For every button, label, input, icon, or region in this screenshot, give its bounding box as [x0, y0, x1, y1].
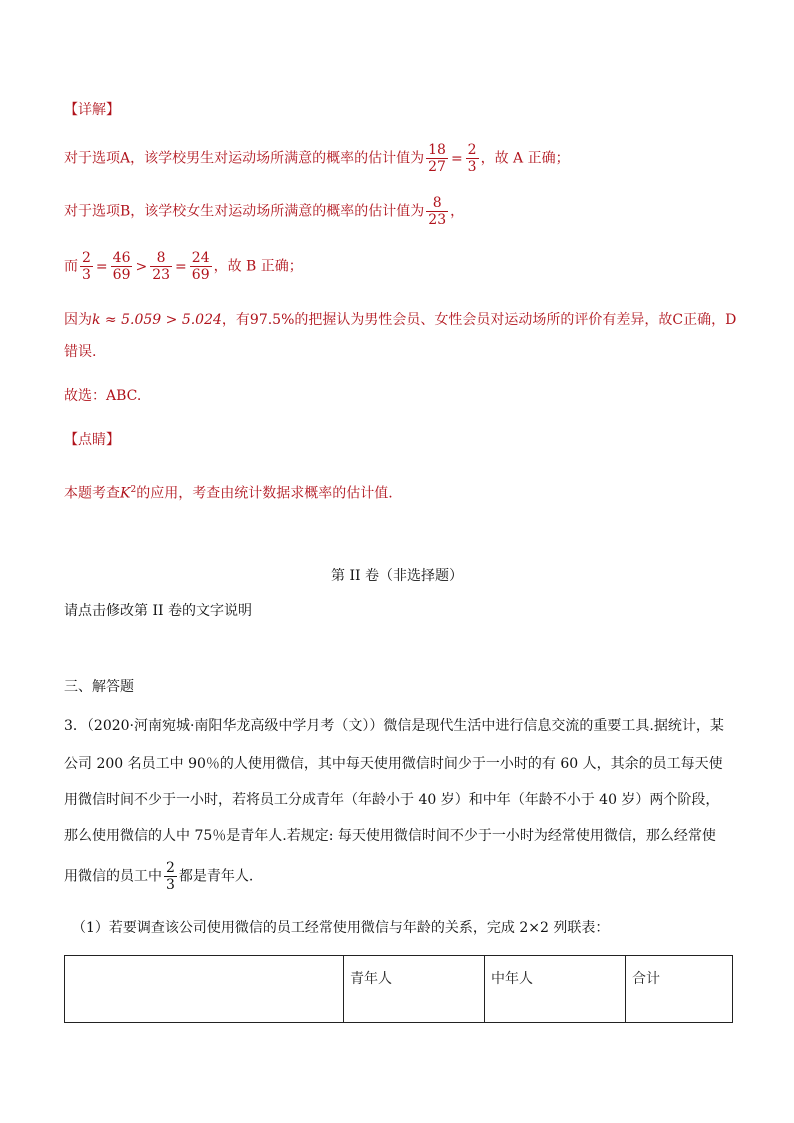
fraction-46-69: $\frac{46}{69}$: [112, 250, 131, 283]
line-k-statistic-cont: 错误.: [64, 344, 97, 360]
point-heading: 【点睛】: [64, 432, 120, 448]
fraction-2-3: $\frac{2}{3}$: [467, 142, 477, 175]
line-option-b: 对于选项B，该学校女生对运动场所满意的概率的估计值为 $\frac{8}{23}$ ，: [64, 195, 465, 228]
q3-line-4: 那么使用微信的人中 75％是青年人.若规定: 每天使用微信时间不少于一小时为经常使用微信，那么经常使: [64, 828, 716, 844]
table-row: [65, 956, 733, 1023]
q3-line-5: 用微信的员工中 $\frac{2}{3}$ 都是青年人.: [64, 860, 254, 893]
fraction-2-3: $\frac{2}{3}$: [166, 860, 175, 893]
k-value: k ≈ 5.059 > 5.024: [92, 312, 222, 328]
contingency-table: [64, 955, 733, 1023]
line-option-a: 对于选项A，该学校男生对运动场所满意的概率的估计值为 $\frac{18}{27}$ = $\frac{2}{3}$ ，故 A 正确；: [64, 142, 570, 175]
fraction-24-69: $\frac{24}{69}$: [191, 250, 210, 283]
table-header-cell: 合计: [626, 956, 733, 1023]
fraction-18-27: $\frac{18}{27}$: [428, 142, 446, 175]
table-header-cell: 青年人: [344, 956, 485, 1023]
q3-sub-1: （1）若要调查该公司使用微信的员工经常使用微信与年龄的关系，完成 2×2 列联表：: [72, 920, 610, 936]
fraction-8-23: $\frac{8}{23}$: [152, 250, 171, 283]
part2-note: 请点击修改第 II 卷的文字说明: [64, 603, 252, 619]
section3-heading: 三、解答题: [64, 679, 134, 695]
line-k-statistic: 因为k ≈ 5.059 > 5.024，有97.5%的把握认为男性会员、女性会员对运动场所的评价有差异，故C正确，D: [64, 312, 737, 328]
answer-line: 故选：ABC.: [64, 388, 142, 404]
table-header-cell: 中年人: [485, 956, 626, 1023]
fraction-8-23: $\frac{8}{23}$: [428, 195, 447, 228]
q3-line-2: 公司 200 名员工中 90％的人使用微信，其中每天使用微信时间少于一小时的有 60 人，其余的员工每天使: [64, 756, 723, 772]
line-compare: 而 $\frac{2}{3}$ = $\frac{46}{69}$ > $\frac{8}{23}$ = $\frac{24}{69}$ ，故 B 正确；: [64, 250, 303, 283]
q3-line-1: 3．（2020·河南宛城·南阳华龙高级中学月考（文））微信是现代生活中进行信息交流的重要工具.据统计，某: [64, 718, 724, 734]
part2-title: 第 II 卷（非选择题）: [331, 568, 463, 584]
q3-line-3: 用微信时间不少于一小时，若将员工分成青年（年龄小于 40 岁）和中年（年龄不小于 40 岁）两个阶段，: [64, 792, 720, 808]
table-header-cell: [65, 956, 344, 1023]
point-line: 本题考查$K^2$的应用，考查由统计数据求概率的估计值.: [64, 485, 393, 502]
fraction-2-3: $\frac{2}{3}$: [82, 250, 91, 283]
detail-heading: 【详解】: [64, 102, 120, 118]
